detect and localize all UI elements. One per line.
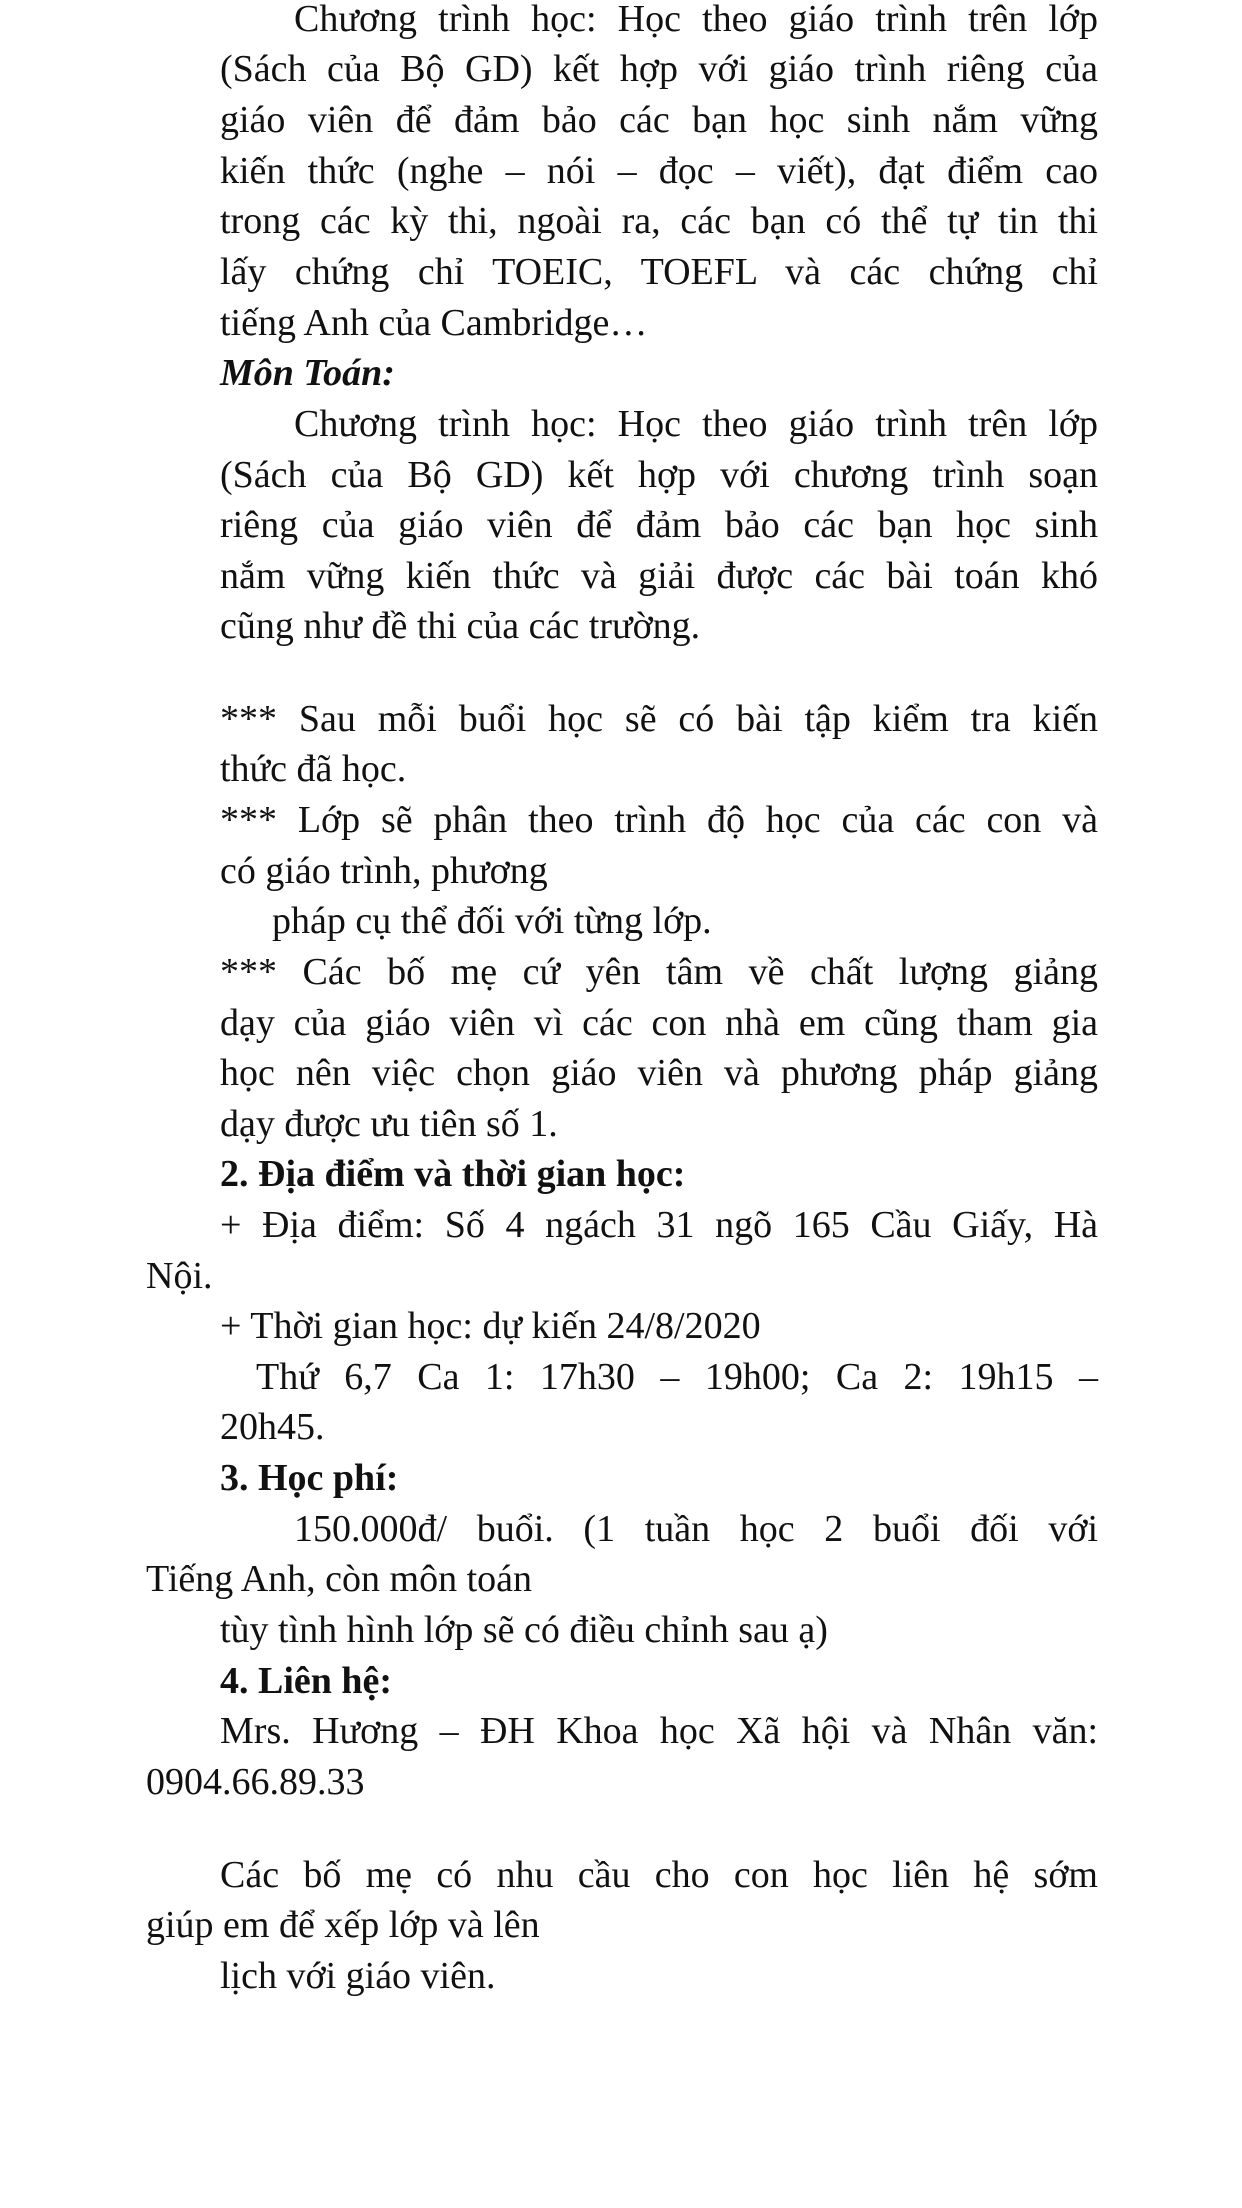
note-line: *** Sau mỗi buổi học sẽ có bài tập kiểm tra kiến — [220, 698, 1098, 740]
note-line: dạy của giáo viên vì các con nhà em cũng tham gia — [220, 1002, 1098, 1044]
math-program-line: riêng của giáo viên để đảm bảo các bạn học sinh — [220, 504, 1098, 546]
math-program-line: (Sách của Bộ GD) kết hợp với chương trình soạn — [220, 454, 1098, 496]
schedule-date: + Thời gian học: dự kiến 24/8/2020 — [220, 1305, 761, 1347]
fee-line: 150.000đ/ buổi. (1 tuần học 2 buổi đối với — [294, 1508, 1098, 1550]
contact-phone: 0904.66.89.33 — [146, 1761, 365, 1803]
note-line: có giáo trình, phương — [220, 850, 548, 892]
math-program-line: cũng như đề thi của các trường. — [220, 605, 701, 647]
english-program-line: giáo viên để đảm bảo các bạn học sinh nắm vững — [220, 99, 1098, 141]
note-line: thức đã học. — [220, 748, 407, 790]
math-program-line: nắm vững kiến thức và giải được các bài toán khó — [220, 555, 1098, 597]
address-line: Nội. — [146, 1255, 213, 1297]
address-line: + Địa điểm: Số 4 ngách 31 ngõ 165 Cầu Giấy, Hà — [220, 1204, 1098, 1246]
english-program-line: (Sách của Bộ GD) kết hợp với giáo trình riêng của — [220, 48, 1098, 90]
schedule-shifts: 20h45. — [220, 1406, 325, 1448]
closing-line: Các bố mẹ có nhu cầu cho con học liên hệ sớm — [220, 1854, 1098, 1896]
location-heading: 2. Địa điểm và thời gian học: — [220, 1153, 686, 1195]
contact-heading: 4. Liên hệ: — [220, 1660, 393, 1702]
english-program-line: tiếng Anh của Cambridge… — [220, 302, 648, 344]
english-program-line: lấy chứng chỉ TOEIC, TOEFL và các chứng chỉ — [220, 251, 1098, 293]
math-program-line: Chương trình học: Học theo giáo trình trên lớp — [294, 403, 1098, 445]
note-line: pháp cụ thể đối với từng lớp. — [272, 900, 712, 942]
note-line: học nên việc chọn giáo viên và phương pháp giảng — [220, 1052, 1098, 1094]
schedule-shifts: Thứ 6,7 Ca 1: 17h30 – 19h00; Ca 2: 19h15 – — [256, 1356, 1098, 1398]
contact-line: Mrs. Hương – ĐH Khoa học Xã hội và Nhân văn: — [220, 1710, 1098, 1752]
closing-line: lịch với giáo viên. — [220, 1955, 496, 1997]
math-heading: Môn Toán: — [220, 352, 395, 394]
closing-line: giúp em để xếp lớp và lên — [146, 1904, 540, 1946]
note-line: dạy được ưu tiên số 1. — [220, 1103, 558, 1145]
fee-heading: 3. Học phí: — [220, 1457, 399, 1499]
english-program-line: kiến thức (nghe – nói – đọc – viết), đạt điểm cao — [220, 150, 1098, 192]
english-program-line: trong các kỳ thi, ngoài ra, các bạn có thể tự tin thi — [220, 200, 1098, 242]
note-line: *** Các bố mẹ cứ yên tâm về chất lượng giảng — [220, 951, 1098, 993]
english-program-line: Chương trình học: Học theo giáo trình trên lớp — [294, 0, 1098, 40]
fee-line: tùy tình hình lớp sẽ có điều chỉnh sau ạ) — [220, 1609, 828, 1651]
fee-line: Tiếng Anh, còn môn toán — [146, 1558, 532, 1600]
note-line: *** Lớp sẽ phân theo trình độ học của các con và — [220, 799, 1098, 841]
